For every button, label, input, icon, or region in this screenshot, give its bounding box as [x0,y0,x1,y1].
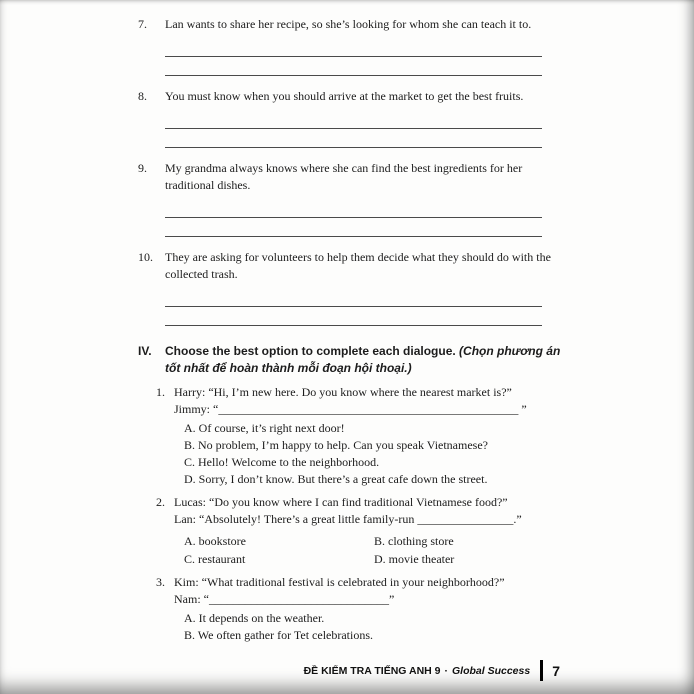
option-a: A. bookstore [184,534,246,548]
question-text: Lan wants to share her recipe, so she’s looking for whom she can teach it to. [165,17,532,31]
question-7 [138,16,568,85]
answer-blanks [165,199,568,237]
answer-blanks [165,288,568,326]
dialogue-line: Lucas: “Do you know where I can find traditional Vietnamese food?” [174,495,508,509]
answer-blank-line [165,129,542,148]
section-iv-heading [138,343,568,377]
answer-blank-line [165,199,542,218]
dialogue-line: Harry: “Hi, I’m new here. Do you know where the nearest market is?” [174,385,512,399]
question-number: 10. [138,250,153,264]
question-number: 3. [156,575,165,589]
question-number: 1. [156,385,165,399]
answer-blanks [165,110,568,148]
question-number: 2. [156,495,165,509]
option-d: D. Sorry, I don’t know. But there’s a great cafe down the street. [184,472,488,486]
option-d: D. movie theater [374,552,455,566]
page-footer [304,660,560,681]
dialogue-line: Kim: “What traditional festival is celebrated in your neighborhood?” [174,575,505,589]
question-9 [138,160,568,246]
section-iv-questions [156,384,568,646]
option-b: B. clothing store [374,534,454,548]
section-number: IV. [138,344,152,358]
question-8 [138,88,568,157]
option-c: C. restaurant [184,552,246,566]
section-title-vi: (Chọn phương án tốt nhất để hoàn thành mỗi đoạn hội thoại.) [165,344,561,375]
question-number: 7. [138,17,147,31]
option-c: C. Hello! Welcome to the neighborhood. [184,455,380,469]
dialogue-line-blank: Jimmy: “__________________________________________________ ” [174,402,527,416]
option-a: A. It depends on the weather. [184,611,325,625]
answer-blanks [165,38,568,76]
dialogue-line-blank: Nam: “______________________________” [174,592,395,606]
separator-dot: · [444,664,448,677]
book-title: ĐỀ KIỂM TRA TIẾNG ANH 9 [303,664,441,677]
dialogue-line-blank: Lan: “Absolutely! There’s a great little family-run ________________.” [174,512,522,526]
option-a: A. Of course, it’s right next door! [184,421,345,435]
dialogue-question-1 [156,384,568,490]
question-text: My grandma always knows where she can find the best ingredients for her traditional dishes. [165,161,523,192]
question-10 [138,249,568,335]
series-name: Global Success [452,664,531,677]
answer-blank-line [165,110,542,129]
answer-blank-line [165,307,542,326]
answer-blank-line [165,57,542,76]
answer-blank-line [165,218,542,237]
option-b: B. We often gather for Tet celebrations. [184,628,374,642]
options-grid [184,532,568,568]
option-b: B. No problem, I’m happy to help. Can you speak Vietnamese? [184,438,488,452]
options-list [184,420,568,488]
section-title-en: Choose the best option to complete each dialogue. [165,344,460,358]
question-text: You must know when you should arrive at the market to get the best fruits. [165,89,524,103]
page-content [138,16,568,650]
section-title [165,343,568,377]
question-number: 9. [138,161,147,175]
options-list [184,610,568,644]
answer-blank-line [165,38,542,57]
question-number: 8. [138,89,147,103]
answer-blank-line [165,288,542,307]
footer-divider-bar [540,660,543,681]
question-text: They are asking for volunteers to help them decide what they should do with the collected trash. [165,250,551,281]
dialogue-question-3 [156,574,568,646]
dialogue-question-2 [156,494,568,570]
page-number: 7 [552,662,560,679]
